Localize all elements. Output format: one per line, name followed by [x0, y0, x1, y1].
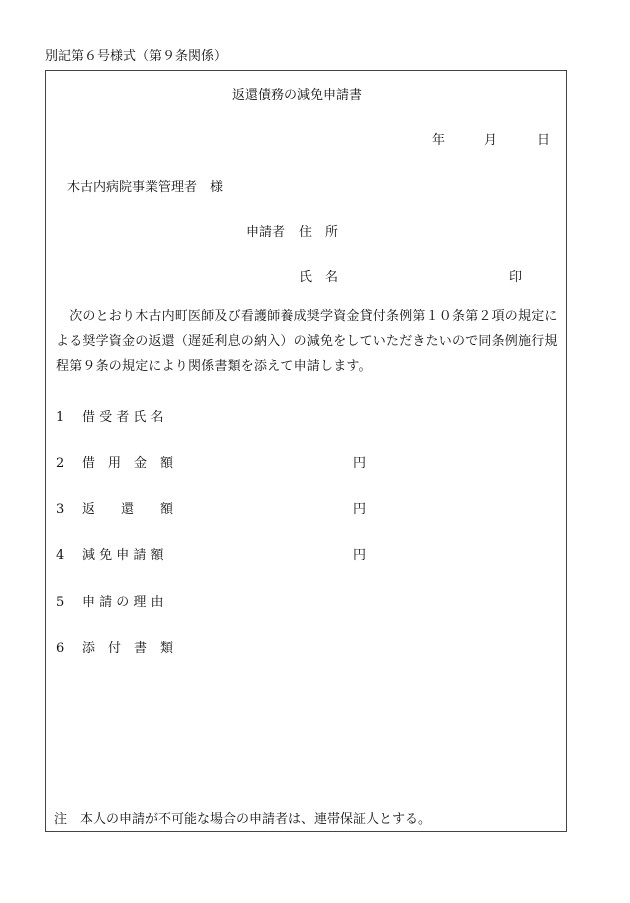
item-6-number: 6: [56, 641, 65, 656]
body-text: 次のとおり木古内町医師及び看護師養成奨学資金貸付条例第１０条第２項の規定による奨学資金の返還（遅延利息の納入）の減免をしていただきたいので同条例施行規程第９条の規定により関係書類を添えて申請します。: [56, 309, 558, 374]
applicant-label: 申請者: [246, 225, 286, 240]
item-3-unit: 円: [353, 502, 367, 517]
footer-note: 注 本人の申請が不可能な場合の申請者は、連帯保証人とする。: [54, 812, 432, 827]
item-5-label: 申 請 の 理 由: [82, 595, 164, 610]
item-2-number: 2: [56, 456, 65, 471]
item-1-number: 1: [56, 410, 65, 425]
item-3-number: 3: [56, 502, 65, 517]
form-title: 返還債務の減免申請書: [232, 88, 363, 103]
item-4-label: 減 免 申 請 額: [82, 548, 164, 563]
application-body-text: [56, 304, 562, 379]
item-4-unit: 円: [353, 548, 367, 563]
seal-mark: 印: [509, 270, 523, 285]
name-label: 氏 名: [299, 270, 339, 285]
item-2-unit: 円: [353, 456, 367, 471]
item-6-label: 添 付 書 類: [82, 641, 174, 656]
date-month: 月: [484, 133, 498, 148]
date-day: 日: [537, 133, 551, 148]
item-2-label: 借 用 金 額: [82, 456, 174, 471]
item-5-number: 5: [56, 595, 65, 610]
item-3-label: 返 還 額: [82, 502, 174, 517]
addressee: 木古内病院事業管理者 様: [67, 180, 224, 195]
item-4-number: 4: [56, 548, 65, 563]
form-number: 別記第６号様式（第９条関係）: [45, 49, 228, 64]
address-label: 住 所: [299, 225, 339, 240]
item-1-label: 借 受 者 氏 名: [82, 410, 164, 425]
date-year: 年: [432, 133, 446, 148]
